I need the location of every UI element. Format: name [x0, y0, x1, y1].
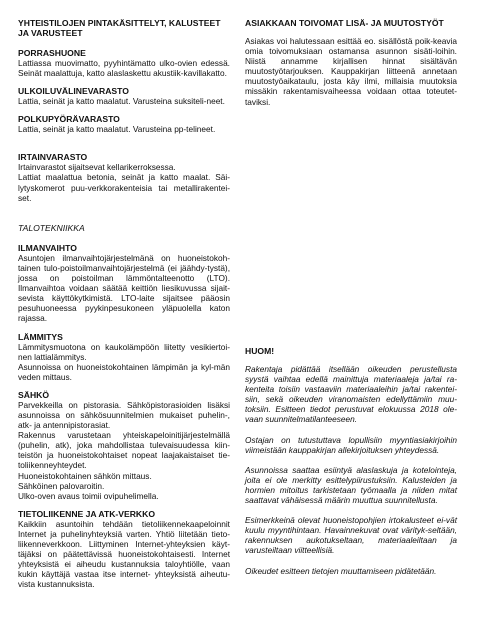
- section-heading: SÄHKÖ: [18, 389, 50, 400]
- section-heading: PORRASHUONE: [18, 48, 86, 58]
- note-text: Oikeudet esitteen tietojen muuttamiseen pidätetään.: [245, 565, 437, 576]
- section-text: Lattiassa muovimatto, pyyhintämatto ulko-ovien edessä. Seinät maalattuja, katto alaslaskettu akustiik-kavillakatto.: [18, 58, 230, 79]
- section-polkupyoravarasto: [18, 114, 230, 134]
- section-text: Asuntojen ilmanvaihtojärjestelmänä on huoneistokoh-tainen tulo-poistoilmanvaihtojärjestelmä (ei jäähdy-tystä), jossa on poistoilman lämmöntalteenotto (LTO). Ilmanvaihtoa voidaan säätää keittiön liesikuvussa sijait-sevista käyttökytkimistä. LTO-laite sijaitsee pääosin pesuhuoneessa pyykinpesukoneen yläpuolella katon rajassa.: [18, 252, 230, 324]
- section-ulkoiluvalinevarasto: [18, 86, 230, 106]
- section-text: Lattia, seinät ja katto maalatut. Varusteina suksiteli-neet.: [18, 96, 225, 107]
- section-tietoliikenne: [18, 509, 230, 590]
- note-heading: HUOM!: [245, 346, 275, 356]
- section-lammitys: [18, 332, 230, 382]
- note-text: Asunnoissa saattaa esiintyä alaslaskuja ja kotelointeja, joita ei ole merkitty esittelypiirustuksiin. Kalusteiden ja hormien mitoitus tarkistetaan työmaalla ja niiden mitat saattavat vähäisessä määrin muuttua suunnitellusta.: [245, 464, 457, 506]
- section-heading: TIETOLIIKENNE JA ATK-VERKKO: [18, 508, 156, 519]
- client-heading: ASIAKKAAN TOIVOMAT LISÄ- JA MUUTOSTYÖT: [245, 18, 444, 28]
- section-heading: POLKUPYÖRÄVARASTO: [18, 114, 120, 125]
- note-text: Ostajan on tutustuttava lopullisiin myyntiasiakirjoihin viimeistään kauppakirjan allekirjoituksen yhteydessä.: [245, 434, 457, 455]
- note-block: [245, 346, 457, 576]
- section-sahko: [18, 390, 230, 501]
- section-ilmanvaihto: [18, 243, 230, 324]
- section-heading: ULKOILUVÄLINEVARASTO: [18, 86, 129, 97]
- right-column: [245, 18, 457, 576]
- section-porrashuone: [18, 48, 230, 78]
- section-text: Lämmitysmuotona on kaukolämpöön liitetty vesikiertoi-nen lattialämmitys. Asunnoissa on huoneistokohtainen lämpimän ja kyl-män veden mittaus.: [18, 341, 230, 382]
- subtitle: TALOTEKNIIKKA: [18, 222, 85, 233]
- section-text: Lattia, seinät ja katto maalatut. Varusteina pp-telineet.: [18, 124, 216, 135]
- note-text: Esimerkkeinä olevat huoneistopohjien irtokalusteet ei-vät kuulu myyntihintaan. Havainnekuvat ovat värityk-seltään, rakennuksen aukotukseltaan, materiaaleiltaan ja varusteiltaan viitteellisiä.: [245, 515, 457, 556]
- section-text: Kaikkiin asuntoihin tehdään tietoliikennekaapeloinnit Internet ja puhelinyhteyksiä varten. Yhtiö liitetään tieto-liikenneverkkoon. Liittyminen Internet-yhteyksien käyt-täjäksi on päätettävissä huoneistokohtaisesti. Internet yhteyksistä ei aiheudu kustannuksia taloyhtiölle, vaan kukin käyttäjä vastaa itse internet- yhteyksistä aiheutu-vista kustannuksista.: [18, 518, 230, 590]
- section-text: Parvekkeilla on pistorasia. Sähköpistorasioiden lisäksi asunnoissa on sähkösuunnitelmien mukaiset puhelin-, atk- ja antennipistorasiat. Rakennus varustetaan yhteiskapeloinitijärjestelmällä (puhelin, atk), joka mahdollistaa tulevaisuudessa kiin-teistön ja huoneistokohtaiset nopeat laajakaistaiset tie-toliikenneyhteydet. Huoneistokohtainen sähkön mittaus. Sähköinen palovaroitin. Ulko-oven avaus toimii ovipuhelimella.: [18, 399, 230, 501]
- section-heading: LÄMMITYS: [18, 331, 63, 342]
- section-heading: ILMANVAIHTO: [18, 242, 77, 253]
- client-text: Asiakas voi halutessaan esittää eo. sisällöstä poik-keavia omia toivomuksiaan ostamansa asunnon sisäti-loihin. Niistä annamme kirjallisen hinnat sisältävän muutostyötarjouksen. Kauppakirjan liitteenä annetaan muutostyöaikataulu, josta käy ilmi, millaisia muutoksia missäkin rakentamisvaiheessa voidaan ottaa toteutet-taviksi.: [245, 36, 457, 107]
- main-title: YHTEISTILOJEN PINTAKÄSITTELYT, KALUSTEET JA VARUSTEET: [18, 18, 221, 38]
- section-heading: IRTAINVARASTO: [18, 152, 88, 163]
- section-text: Irtainvarastot sijaitsevat kellarikerroksessa. Lattiat maalattua betonia, seinät ja katto maalat. Säi-lytyskomerot puu-verkkorakenteisia tai metallirakentei-set.: [18, 162, 230, 203]
- note-text: Rakentaja pidättää itsellään oikeuden perustellusta syystä vaihtaa edellä mainittuja materiaaleja ja/tai ra-kenteita toisiin vastaaviin materiaaleihin ja/tai rakentei-siin, sekä oikeuden viranomaisten edellyttämiin muu-toksiin. Esitteen tiedot perustuvat elokuussa 2018 ole-vaan suunnitelmatilanteeseen.: [245, 364, 457, 425]
- section-irtainvarasto: [18, 152, 230, 202]
- left-column: [18, 18, 230, 597]
